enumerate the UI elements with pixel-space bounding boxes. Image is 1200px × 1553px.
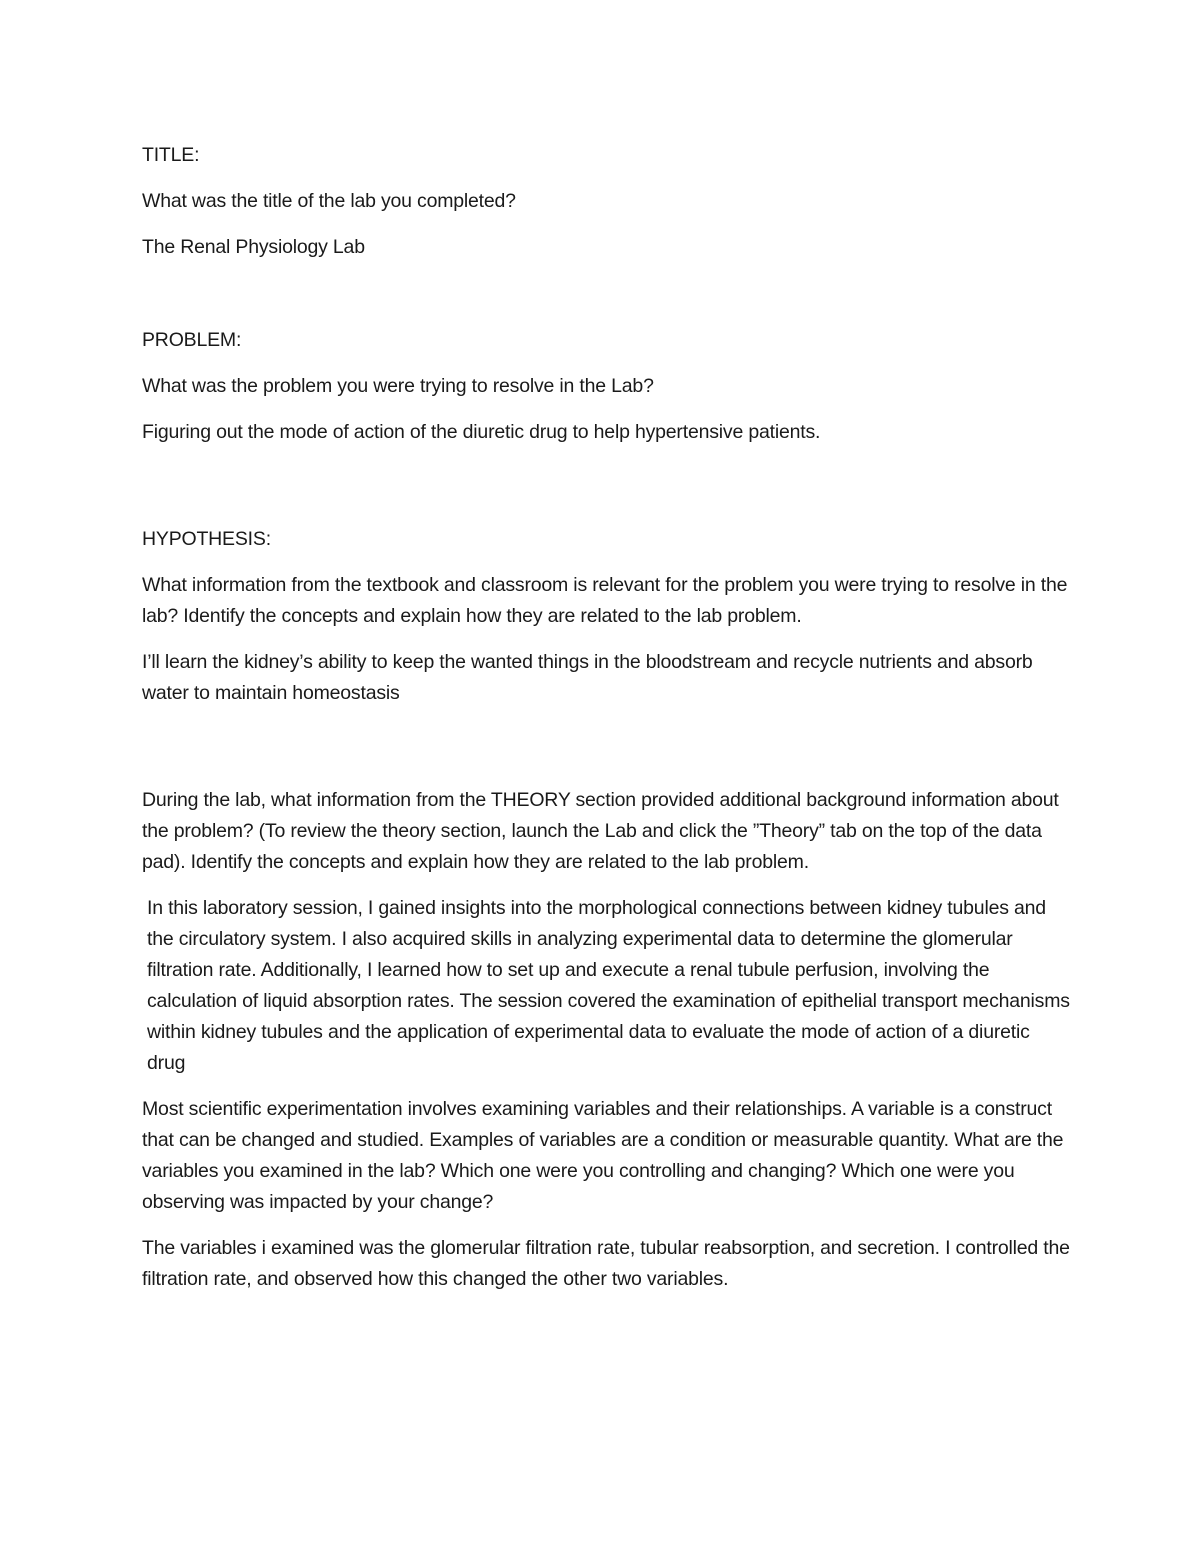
theory-question: During the lab, what information from the THEORY section provided additional background information about the problem? (To review the theory section, launch the Lab and click the ”Theory” tab on the top of the data pad). Identify the concepts and explain how they are related to the lab problem. — [142, 789, 1059, 873]
hypothesis-question: What information from the textbook and classroom is relevant for the problem you were trying to resolve in the lab? Identify the concepts and explain how they are related to the lab problem. — [142, 574, 1068, 627]
title-heading: TITLE: — [142, 144, 200, 166]
hypothesis-answer: I’ll learn the kidney’s ability to keep the wanted things in the bloodstream and recycle nutrients and absorb water to maintain homeostasis — [142, 651, 1033, 704]
problem-heading: PROBLEM: — [142, 329, 242, 351]
problem-answer: Figuring out the mode of action of the diuretic drug to help hypertensive patients. — [142, 421, 821, 443]
problem-question: What was the problem you were trying to resolve in the Lab? — [142, 375, 654, 397]
variables-question: Most scientific experimentation involves examining variables and their relationships. A variable is a construct that can be changed and studied. Examples of variables are a condition or measurable quantity. What are the variables you examined in the lab? Which one were you controlling and changing? Which one were you observing was impacted by your change? — [142, 1098, 1064, 1213]
title-answer: The Renal Physiology Lab — [142, 236, 365, 258]
variables-answer: The variables i examined was the glomerular filtration rate, tubular reabsorption, and secretion. I controlled the filtration rate, and observed how this changed the other two variables. — [142, 1237, 1070, 1290]
theory-answer: In this laboratory session, I gained insights into the morphological connections between kidney tubules and the circulatory system. I also acquired skills in analyzing experimental data to determine the glomerular filtration rate. Additionally, I learned how to set up and execute a renal tubule perfusion, involving the calculation of liquid absorption rates. The session covered the examination of epithelial transport mechanisms within kidney tubules and the application of experimental data to evaluate the mode of action of a diuretic drug — [147, 897, 1070, 1074]
hypothesis-heading: HYPOTHESIS: — [142, 528, 271, 550]
document-body — [142, 140, 1072, 1310]
title-question: What was the title of the lab you completed? — [142, 190, 516, 212]
